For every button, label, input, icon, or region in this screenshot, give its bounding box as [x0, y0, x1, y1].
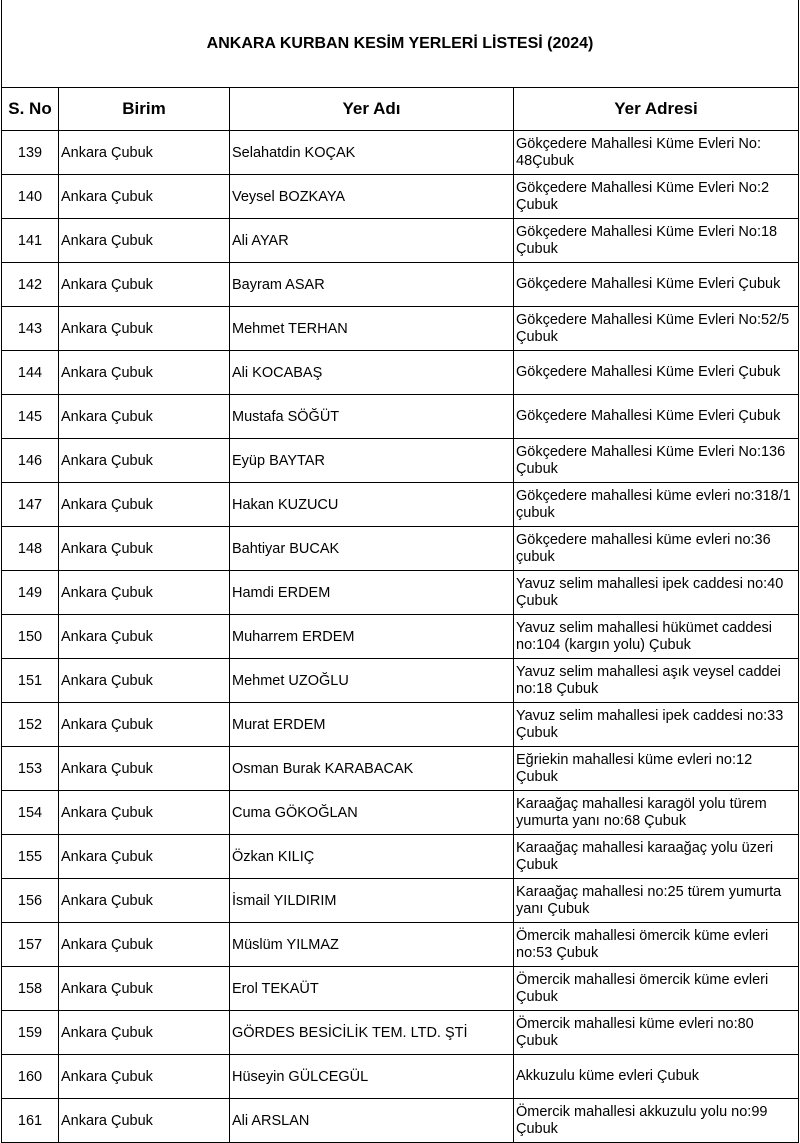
table-body — [2, 131, 799, 1143]
row-yer-adi-cell: Ali AYAR — [230, 219, 514, 263]
row-sno-cell: 144 — [2, 351, 59, 395]
table-row — [2, 351, 799, 395]
row-sno-cell: 148 — [2, 527, 59, 571]
row-yer-adi-cell: Erol TEKAÜT — [230, 967, 514, 1011]
row-yer-adresi-cell: Yavuz selim mahallesi aşık veysel caddei no:18 Çubuk — [514, 659, 799, 703]
row-yer-adi-cell: Veysel BOZKAYA — [230, 175, 514, 219]
row-sno-cell: 150 — [2, 615, 59, 659]
row-sno-cell: 156 — [2, 879, 59, 923]
row-sno-cell: 161 — [2, 1099, 59, 1143]
row-yer-adi-cell: Osman Burak KARABACAK — [230, 747, 514, 791]
row-birim-cell: Ankara Çubuk — [59, 879, 230, 923]
row-yer-adi-cell: Müslüm YILMAZ — [230, 923, 514, 967]
row-yer-adresi-cell: Gökçedere Mahallesi Küme Evleri No:136 Çubuk — [514, 439, 799, 483]
row-yer-adresi-cell: Eğriekin mahallesi küme evleri no:12 Çubuk — [514, 747, 799, 791]
row-yer-adi-cell: Özkan KILIÇ — [230, 835, 514, 879]
row-yer-adi-cell: Bayram ASAR — [230, 263, 514, 307]
row-yer-adresi-cell: Gökçedere Mahallesi Küme Evleri No: 48Çubuk — [514, 131, 799, 175]
row-sno-cell: 143 — [2, 307, 59, 351]
row-yer-adresi-cell: Gökçedere Mahallesi Küme Evleri No:52/5 Çubuk — [514, 307, 799, 351]
table-row — [2, 1011, 799, 1055]
row-yer-adi-cell: Ali KOCABAŞ — [230, 351, 514, 395]
table-row — [2, 615, 799, 659]
row-birim-cell: Ankara Çubuk — [59, 791, 230, 835]
row-yer-adresi-cell: Gökçedere mahallesi küme evleri no:36 çubuk — [514, 527, 799, 571]
row-yer-adresi-cell: Karaağaç mahallesi karaağaç yolu üzeri Çubuk — [514, 835, 799, 879]
row-yer-adresi-cell: Karaağaç mahallesi no:25 türem yumurta yanı Çubuk — [514, 879, 799, 923]
row-yer-adresi-cell: Ömercik mahallesi ömercik küme evleri no:53 Çubuk — [514, 923, 799, 967]
row-yer-adi-cell: Ali ARSLAN — [230, 1099, 514, 1143]
row-yer-adi-cell: Mehmet TERHAN — [230, 307, 514, 351]
table-row — [2, 879, 799, 923]
row-yer-adresi-cell: Gökçedere Mahallesi Küme Evleri No:18 Çubuk — [514, 219, 799, 263]
row-birim-cell: Ankara Çubuk — [59, 571, 230, 615]
row-sno-cell: 139 — [2, 131, 59, 175]
row-yer-adi-cell: Hamdi ERDEM — [230, 571, 514, 615]
table-row — [2, 307, 799, 351]
row-sno-cell: 146 — [2, 439, 59, 483]
row-yer-adresi-cell: Yavuz selim mahallesi hükümet caddesi no:104 (kargın yolu) Çubuk — [514, 615, 799, 659]
row-yer-adi-cell: Murat ERDEM — [230, 703, 514, 747]
row-yer-adresi-cell: Gökçedere Mahallesi Küme Evleri No:2 Çubuk — [514, 175, 799, 219]
row-yer-adi-cell: İsmail YILDIRIM — [230, 879, 514, 923]
row-birim-cell: Ankara Çubuk — [59, 835, 230, 879]
row-yer-adi-cell: Mehmet UZOĞLU — [230, 659, 514, 703]
row-yer-adi-cell: Hakan KUZUCU — [230, 483, 514, 527]
row-birim-cell: Ankara Çubuk — [59, 615, 230, 659]
table-row — [2, 923, 799, 967]
row-yer-adresi-cell: Yavuz selim mahallesi ipek caddesi no:33 Çubuk — [514, 703, 799, 747]
table-row — [2, 175, 799, 219]
row-sno-cell: 160 — [2, 1055, 59, 1099]
slaughter-locations-table — [1, 0, 799, 1143]
table-row — [2, 1099, 799, 1143]
row-yer-adresi-cell: Gökçedere Mahallesi Küme Evleri Çubuk — [514, 395, 799, 439]
row-yer-adresi-cell: Ömercik mahallesi küme evleri no:80 Çubuk — [514, 1011, 799, 1055]
row-yer-adresi-cell: Akkuzulu küme evleri Çubuk — [514, 1055, 799, 1099]
row-yer-adresi-cell: Gökçedere mahallesi küme evleri no:318/1 çubuk — [514, 483, 799, 527]
row-yer-adresi-cell: Ömercik mahallesi akkuzulu yolu no:99 Çubuk — [514, 1099, 799, 1143]
row-birim-cell: Ankara Çubuk — [59, 703, 230, 747]
table-row — [2, 659, 799, 703]
row-yer-adi-cell: GÖRDES BESİCİLİK TEM. LTD. ŞTİ — [230, 1011, 514, 1055]
row-birim-cell: Ankara Çubuk — [59, 263, 230, 307]
table-row — [2, 527, 799, 571]
table-header-row — [2, 88, 799, 131]
table-row — [2, 263, 799, 307]
table-row — [2, 1055, 799, 1099]
header-yer-adi: Yer Adı — [230, 88, 514, 131]
row-sno-cell: 147 — [2, 483, 59, 527]
row-yer-adi-cell: Bahtiyar BUCAK — [230, 527, 514, 571]
row-sno-cell: 149 — [2, 571, 59, 615]
row-sno-cell: 158 — [2, 967, 59, 1011]
row-birim-cell: Ankara Çubuk — [59, 351, 230, 395]
document-title: ANKARA KURBAN KESİM YERLERİ LİSTESİ (2024) — [2, 0, 799, 88]
table-row — [2, 483, 799, 527]
row-yer-adi-cell: Selahatdin KOÇAK — [230, 131, 514, 175]
row-birim-cell: Ankara Çubuk — [59, 439, 230, 483]
table-row — [2, 835, 799, 879]
header-birim: Birim — [59, 88, 230, 131]
table-row — [2, 571, 799, 615]
row-sno-cell: 155 — [2, 835, 59, 879]
row-sno-cell: 151 — [2, 659, 59, 703]
header-sno: S. No — [2, 88, 59, 131]
row-yer-adi-cell: Hüseyin GÜLCEGÜL — [230, 1055, 514, 1099]
row-birim-cell: Ankara Çubuk — [59, 1055, 230, 1099]
row-yer-adresi-cell: Yavuz selim mahallesi ipek caddesi no:40 Çubuk — [514, 571, 799, 615]
row-birim-cell: Ankara Çubuk — [59, 1099, 230, 1143]
row-sno-cell: 159 — [2, 1011, 59, 1055]
row-yer-adresi-cell: Gökçedere Mahallesi Küme Evleri Çubuk — [514, 351, 799, 395]
header-yer-adresi: Yer Adresi — [514, 88, 799, 131]
table-row — [2, 747, 799, 791]
row-birim-cell: Ankara Çubuk — [59, 483, 230, 527]
row-sno-cell: 141 — [2, 219, 59, 263]
table-row — [2, 131, 799, 175]
row-birim-cell: Ankara Çubuk — [59, 307, 230, 351]
row-birim-cell: Ankara Çubuk — [59, 1011, 230, 1055]
table-row — [2, 395, 799, 439]
table-row — [2, 967, 799, 1011]
row-birim-cell: Ankara Çubuk — [59, 219, 230, 263]
row-yer-adi-cell: Eyüp BAYTAR — [230, 439, 514, 483]
row-birim-cell: Ankara Çubuk — [59, 747, 230, 791]
row-yer-adi-cell: Cuma GÖKOĞLAN — [230, 791, 514, 835]
row-sno-cell: 145 — [2, 395, 59, 439]
row-sno-cell: 154 — [2, 791, 59, 835]
table-row — [2, 703, 799, 747]
row-yer-adresi-cell: Gökçedere Mahallesi Küme Evleri Çubuk — [514, 263, 799, 307]
row-birim-cell: Ankara Çubuk — [59, 527, 230, 571]
row-yer-adi-cell: Muharrem ERDEM — [230, 615, 514, 659]
row-birim-cell: Ankara Çubuk — [59, 967, 230, 1011]
row-birim-cell: Ankara Çubuk — [59, 175, 230, 219]
row-birim-cell: Ankara Çubuk — [59, 923, 230, 967]
row-birim-cell: Ankara Çubuk — [59, 131, 230, 175]
table-row — [2, 791, 799, 835]
row-birim-cell: Ankara Çubuk — [59, 659, 230, 703]
row-sno-cell: 153 — [2, 747, 59, 791]
row-yer-adi-cell: Mustafa SÖĞÜT — [230, 395, 514, 439]
row-yer-adresi-cell: Ömercik mahallesi ömercik küme evleri Çubuk — [514, 967, 799, 1011]
table-row — [2, 439, 799, 483]
table-row — [2, 219, 799, 263]
row-yer-adresi-cell: Karaağaç mahallesi karagöl yolu türem yumurta yanı no:68 Çubuk — [514, 791, 799, 835]
row-birim-cell: Ankara Çubuk — [59, 395, 230, 439]
row-sno-cell: 142 — [2, 263, 59, 307]
row-sno-cell: 140 — [2, 175, 59, 219]
row-sno-cell: 157 — [2, 923, 59, 967]
row-sno-cell: 152 — [2, 703, 59, 747]
